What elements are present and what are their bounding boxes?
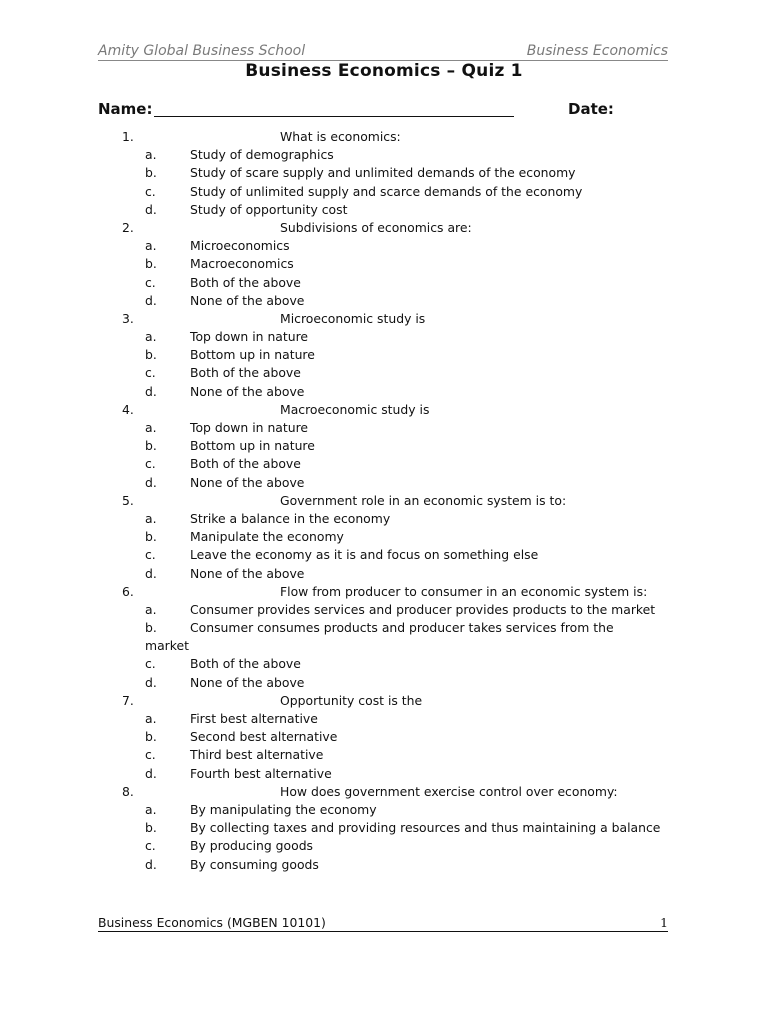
question-8-option — [0, 802, 768, 820]
question-4 — [0, 402, 768, 420]
option-letter: d. — [145, 565, 157, 581]
question-text: Opportunity cost is the — [280, 692, 423, 708]
footer-course-code: Business Economics (MGBEN 10101) — [98, 915, 326, 930]
option-letter: b. — [145, 620, 157, 636]
question-7 — [0, 693, 768, 711]
question-4-option — [0, 456, 768, 474]
name-label: Name: — [98, 100, 153, 118]
question-2-option — [0, 275, 768, 293]
option-text: None of the above — [190, 674, 305, 690]
question-text: How does government exercise control over economy: — [280, 783, 618, 799]
date-label: Date: — [568, 100, 614, 118]
option-text: Study of opportunity cost — [190, 201, 348, 217]
option-text: Consumer provides services and producer provides products to the market — [190, 601, 656, 617]
option-letter: c. — [145, 656, 156, 672]
option-text: Third best alternative — [190, 747, 324, 763]
question-6-option — [0, 620, 768, 656]
question-3-option — [0, 329, 768, 347]
option-text-continuation: market — [145, 638, 189, 654]
header-school: Amity Global Business School — [98, 43, 306, 59]
option-text: Study of scare supply and unlimited demands of the economy — [190, 165, 576, 181]
option-letter: a. — [145, 711, 157, 727]
option-text: By consuming goods — [190, 856, 319, 872]
option-letter: c. — [145, 838, 156, 854]
option-text: None of the above — [190, 383, 305, 399]
question-7-option — [0, 766, 768, 784]
option-text: Leave the economy as it is and focus on something else — [190, 547, 539, 563]
option-text: None of the above — [190, 474, 305, 490]
question-text: Government role in an economic system is to: — [280, 492, 567, 508]
question-number: 6. — [122, 583, 134, 599]
question-number: 3. — [122, 310, 134, 326]
option-text: By manipulating the economy — [190, 801, 377, 817]
question-text: Macroeconomic study is — [280, 401, 430, 417]
option-letter: a. — [145, 329, 157, 345]
question-number: 4. — [122, 401, 134, 417]
option-letter: b. — [145, 438, 157, 454]
option-text: Macroeconomics — [190, 256, 294, 272]
option-letter: d. — [145, 674, 157, 690]
option-text: By producing goods — [190, 838, 314, 854]
option-text: Top down in nature — [190, 420, 309, 435]
question-8-option — [0, 820, 768, 838]
question-7-option — [0, 747, 768, 765]
question-3 — [0, 311, 768, 329]
question-6-option — [0, 602, 768, 620]
question-7-option — [0, 711, 768, 729]
question-4-option — [0, 475, 768, 493]
option-letter: b. — [145, 820, 157, 836]
page-footer — [98, 915, 668, 932]
option-letter: d. — [145, 765, 157, 781]
question-6-option — [0, 675, 768, 693]
option-text: Bottom up in nature — [190, 347, 315, 363]
option-letter: d. — [145, 292, 157, 308]
question-text: Microeconomic study is — [280, 310, 426, 326]
option-text: By collecting taxes and providing resources and thus maintaining a balance — [190, 820, 661, 836]
option-text: Top down in nature — [190, 329, 309, 345]
option-text: None of the above — [190, 292, 305, 308]
option-letter: a. — [145, 510, 157, 526]
option-text: Both of the above — [190, 656, 301, 672]
option-text: Microeconomics — [190, 238, 290, 254]
question-3-option — [0, 365, 768, 383]
name-blank-line — [154, 116, 514, 117]
option-letter: b. — [145, 165, 157, 181]
question-5 — [0, 493, 768, 511]
question-1-option — [0, 184, 768, 202]
question-number: 7. — [122, 692, 134, 708]
option-text: Study of unlimited supply and scarce demands of the economy — [190, 183, 583, 199]
option-letter: a. — [145, 238, 157, 254]
question-number: 1. — [122, 129, 134, 144]
option-letter: b. — [145, 729, 157, 745]
question-2-option — [0, 238, 768, 256]
question-6 — [0, 584, 768, 602]
option-letter: c. — [145, 274, 156, 290]
question-1-option — [0, 202, 768, 220]
option-letter: d. — [145, 201, 157, 217]
question-8 — [0, 784, 768, 802]
option-text: First best alternative — [190, 711, 318, 727]
quiz-title: Business Economics – Quiz 1 — [245, 61, 523, 81]
option-letter: d. — [145, 383, 157, 399]
option-letter: a. — [145, 601, 157, 617]
option-text: Fourth best alternative — [190, 765, 332, 781]
question-6-option — [0, 656, 768, 674]
quiz-questions — [0, 129, 768, 875]
option-text: Both of the above — [190, 365, 301, 381]
question-4-option — [0, 420, 768, 438]
question-number: 2. — [122, 219, 134, 235]
option-text: Bottom up in nature — [190, 438, 315, 454]
question-5-option — [0, 511, 768, 529]
question-2-option — [0, 256, 768, 274]
option-letter: c. — [145, 747, 156, 763]
option-letter: d. — [145, 474, 157, 490]
option-letter: c. — [145, 456, 156, 472]
question-3-option — [0, 347, 768, 365]
question-1-option — [0, 165, 768, 183]
question-7-option — [0, 729, 768, 747]
option-text: Study of demographics — [190, 147, 334, 163]
option-letter: c. — [145, 547, 156, 563]
question-4-option — [0, 438, 768, 456]
option-text: Manipulate the economy — [190, 529, 344, 545]
header-course: Business Economics — [526, 43, 668, 59]
question-8-option — [0, 857, 768, 875]
option-letter: a. — [145, 147, 157, 163]
question-text: Subdivisions of economics are: — [280, 219, 472, 235]
option-letter: a. — [145, 801, 157, 817]
question-3-option — [0, 384, 768, 402]
page-number: 1 — [660, 915, 668, 930]
question-2-option — [0, 293, 768, 311]
question-5-option — [0, 547, 768, 565]
name-date-row — [98, 100, 618, 122]
option-text: Strike a balance in the economy — [190, 510, 391, 526]
option-text: None of the above — [190, 565, 305, 581]
option-text: Second best alternative — [190, 729, 338, 745]
option-text: Consumer consumes products and producer takes services from the — [190, 620, 614, 636]
question-number: 5. — [122, 492, 134, 508]
option-letter: b. — [145, 347, 157, 363]
question-2 — [0, 220, 768, 238]
question-8-option — [0, 838, 768, 856]
question-5-option — [0, 566, 768, 584]
question-1 — [0, 129, 768, 147]
option-letter: d. — [145, 856, 157, 872]
page-header — [98, 43, 668, 61]
option-letter: b. — [145, 256, 157, 272]
option-text: Both of the above — [190, 456, 301, 472]
question-number: 8. — [122, 783, 134, 799]
option-text: Both of the above — [190, 274, 301, 290]
option-letter: b. — [145, 529, 157, 545]
option-letter: c. — [145, 365, 156, 381]
option-letter: c. — [145, 183, 156, 199]
question-5-option — [0, 529, 768, 547]
question-text: Flow from producer to consumer in an economic system is: — [280, 583, 648, 599]
question-text: What is economics: — [280, 129, 401, 144]
option-letter: a. — [145, 420, 157, 435]
question-1-option — [0, 147, 768, 165]
